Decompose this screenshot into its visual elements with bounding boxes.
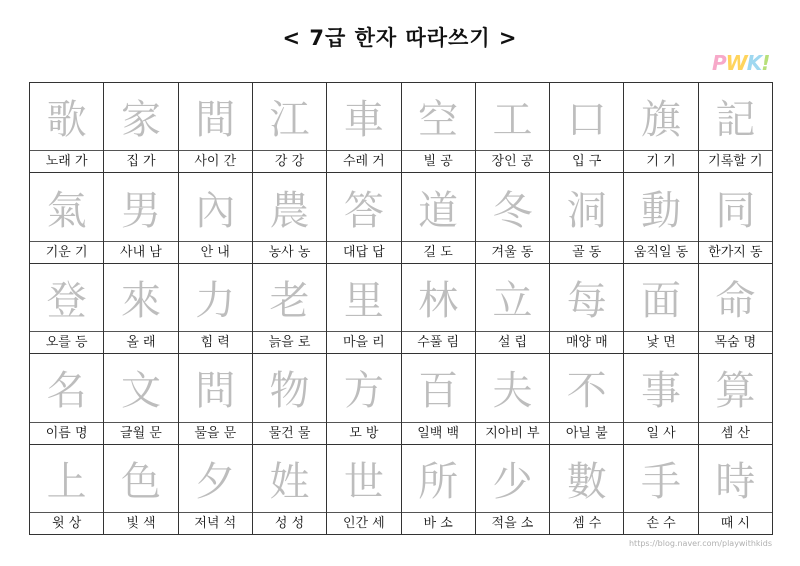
hanja-reading: 지아비 부 bbox=[476, 422, 549, 444]
hanja-cell bbox=[30, 83, 104, 173]
hanja-cell bbox=[476, 264, 550, 354]
hanja-character: 名 bbox=[46, 368, 87, 415]
hanja-cell bbox=[624, 264, 698, 354]
hanja-cell bbox=[104, 83, 178, 173]
hanja-reading: 한가지 동 bbox=[699, 241, 772, 263]
hanja-reading: 일백 백 bbox=[402, 422, 475, 444]
hanja-character: 方 bbox=[343, 368, 384, 415]
hanja-reading: 낯 면 bbox=[624, 331, 697, 353]
hanja-character: 記 bbox=[715, 97, 756, 144]
hanja-cell bbox=[104, 354, 178, 444]
hanja-cell bbox=[327, 83, 401, 173]
hanja-character: 氣 bbox=[46, 187, 87, 234]
hanja-reading: 움직일 동 bbox=[624, 241, 697, 263]
footer-url: https://blog.naver.com/playwithkids bbox=[628, 539, 772, 548]
hanja-character: 每 bbox=[566, 277, 607, 324]
hanja-cell bbox=[253, 83, 327, 173]
hanja-character: 來 bbox=[120, 277, 161, 324]
hanja-cell bbox=[550, 173, 624, 263]
hanja-character: 登 bbox=[46, 277, 87, 324]
hanja-cell bbox=[179, 173, 253, 263]
hanja-cell bbox=[402, 354, 476, 444]
hanja-character: 立 bbox=[492, 277, 533, 324]
hanja-reading: 이름 명 bbox=[30, 422, 103, 444]
hanja-reading: 오를 등 bbox=[30, 331, 103, 353]
hanja-cell bbox=[624, 445, 698, 535]
hanja-character: 夫 bbox=[492, 368, 533, 415]
hanja-character: 命 bbox=[715, 277, 756, 324]
hanja-reading: 일 사 bbox=[624, 422, 697, 444]
logo-letter: W bbox=[725, 51, 747, 75]
hanja-cell bbox=[699, 173, 773, 263]
hanja-character: 車 bbox=[343, 97, 384, 144]
hanja-cell bbox=[104, 173, 178, 263]
hanja-character: 冬 bbox=[492, 187, 533, 234]
hanja-reading: 설 립 bbox=[476, 331, 549, 353]
hanja-cell bbox=[30, 354, 104, 444]
hanja-reading: 길 도 bbox=[402, 241, 475, 263]
hanja-reading: 셈 수 bbox=[550, 512, 623, 534]
hanja-cell bbox=[30, 173, 104, 263]
hanja-character: 林 bbox=[418, 277, 459, 324]
hanja-character: 歌 bbox=[46, 97, 87, 144]
hanja-cell bbox=[253, 354, 327, 444]
hanja-reading: 수레 거 bbox=[327, 150, 400, 172]
hanja-character: 世 bbox=[343, 458, 384, 505]
hanja-character: 內 bbox=[195, 187, 236, 234]
hanja-reading: 모 방 bbox=[327, 422, 400, 444]
hanja-reading: 아닐 불 bbox=[550, 422, 623, 444]
hanja-cell bbox=[699, 83, 773, 173]
hanja-character: 夕 bbox=[195, 458, 236, 505]
logo bbox=[712, 50, 774, 76]
hanja-cell bbox=[253, 264, 327, 354]
page-title: < 7급 한자 따라쓰기 > bbox=[282, 26, 518, 50]
hanja-cell bbox=[550, 445, 624, 535]
hanja-cell bbox=[253, 173, 327, 263]
hanja-reading: 바 소 bbox=[402, 512, 475, 534]
hanja-character: 洞 bbox=[566, 187, 607, 234]
hanja-cell bbox=[402, 173, 476, 263]
hanja-reading: 농사 농 bbox=[253, 241, 326, 263]
hanja-reading: 기운 기 bbox=[30, 241, 103, 263]
hanja-reading: 힘 력 bbox=[179, 331, 252, 353]
hanja-character: 間 bbox=[195, 97, 236, 144]
hanja-cell bbox=[179, 264, 253, 354]
hanja-character: 老 bbox=[269, 277, 310, 324]
hanja-character: 口 bbox=[566, 97, 607, 144]
hanja-cell bbox=[550, 354, 624, 444]
hanja-cell bbox=[550, 264, 624, 354]
hanja-character: 算 bbox=[715, 368, 756, 415]
hanja-cell bbox=[476, 83, 550, 173]
hanja-character: 百 bbox=[418, 368, 459, 415]
hanja-character: 物 bbox=[269, 368, 310, 415]
hanja-character: 答 bbox=[343, 187, 384, 234]
hanja-reading: 윗 상 bbox=[30, 512, 103, 534]
hanja-reading: 강 강 bbox=[253, 150, 326, 172]
logo-letter: P bbox=[712, 51, 726, 75]
hanja-cell bbox=[550, 83, 624, 173]
hanja-cell bbox=[327, 445, 401, 535]
hanja-cell bbox=[476, 445, 550, 535]
hanja-cell bbox=[179, 83, 253, 173]
hanja-cell bbox=[30, 445, 104, 535]
hanja-reading: 늙을 로 bbox=[253, 331, 326, 353]
hanja-cell bbox=[699, 354, 773, 444]
hanja-cell bbox=[624, 83, 698, 173]
hanja-cell bbox=[104, 264, 178, 354]
hanja-reading: 물건 물 bbox=[253, 422, 326, 444]
hanja-character: 文 bbox=[120, 368, 161, 415]
hanja-character: 不 bbox=[566, 368, 607, 415]
hanja-reading: 입 구 bbox=[550, 150, 623, 172]
hanja-character: 空 bbox=[418, 97, 459, 144]
logo-letter: ! bbox=[761, 51, 770, 75]
hanja-character: 道 bbox=[418, 187, 459, 234]
hanja-reading: 겨울 동 bbox=[476, 241, 549, 263]
hanja-cell bbox=[476, 173, 550, 263]
hanja-character: 工 bbox=[492, 97, 533, 144]
hanja-cell bbox=[699, 445, 773, 535]
hanja-cell bbox=[402, 83, 476, 173]
hanja-cell bbox=[402, 264, 476, 354]
hanja-character: 姓 bbox=[269, 458, 310, 505]
hanja-reading: 집 가 bbox=[104, 150, 177, 172]
hanja-character: 男 bbox=[120, 187, 161, 234]
hanja-reading: 수풀 림 bbox=[402, 331, 475, 353]
hanja-reading: 셈 산 bbox=[699, 422, 772, 444]
hanja-character: 農 bbox=[269, 187, 310, 234]
hanja-character: 力 bbox=[195, 277, 236, 324]
hanja-character: 同 bbox=[715, 187, 756, 234]
hanja-reading: 노래 가 bbox=[30, 150, 103, 172]
hanja-reading: 빛 색 bbox=[104, 512, 177, 534]
hanja-reading: 사이 간 bbox=[179, 150, 252, 172]
logo-letter: K bbox=[746, 51, 762, 75]
hanja-reading: 빌 공 bbox=[402, 150, 475, 172]
hanja-cell bbox=[402, 445, 476, 535]
hanja-grid bbox=[29, 82, 773, 535]
hanja-character: 事 bbox=[641, 368, 682, 415]
hanja-cell bbox=[327, 264, 401, 354]
hanja-character: 動 bbox=[641, 187, 682, 234]
hanja-character: 數 bbox=[566, 458, 607, 505]
hanja-reading: 대답 답 bbox=[327, 241, 400, 263]
hanja-reading: 손 수 bbox=[624, 512, 697, 534]
hanja-character: 家 bbox=[120, 97, 161, 144]
hanja-cell bbox=[327, 173, 401, 263]
hanja-reading: 때 시 bbox=[699, 512, 772, 534]
hanja-cell bbox=[327, 354, 401, 444]
hanja-character: 面 bbox=[641, 277, 682, 324]
hanja-reading: 물을 문 bbox=[179, 422, 252, 444]
hanja-reading: 매양 매 bbox=[550, 331, 623, 353]
hanja-cell bbox=[699, 264, 773, 354]
hanja-cell bbox=[624, 354, 698, 444]
hanja-cell bbox=[476, 354, 550, 444]
hanja-reading: 글월 문 bbox=[104, 422, 177, 444]
hanja-cell bbox=[253, 445, 327, 535]
hanja-reading: 적을 소 bbox=[476, 512, 549, 534]
hanja-reading: 저녁 석 bbox=[179, 512, 252, 534]
hanja-reading: 기 기 bbox=[624, 150, 697, 172]
hanja-character: 上 bbox=[46, 458, 87, 505]
hanja-reading: 인간 세 bbox=[327, 512, 400, 534]
hanja-character: 旗 bbox=[641, 97, 682, 144]
hanja-reading: 골 동 bbox=[550, 241, 623, 263]
hanja-character: 少 bbox=[492, 458, 533, 505]
hanja-cell bbox=[179, 445, 253, 535]
hanja-reading: 올 래 bbox=[104, 331, 177, 353]
hanja-reading: 목숨 명 bbox=[699, 331, 772, 353]
hanja-reading: 사내 남 bbox=[104, 241, 177, 263]
hanja-character: 江 bbox=[269, 97, 310, 144]
hanja-character: 所 bbox=[418, 458, 459, 505]
hanja-cell bbox=[104, 445, 178, 535]
hanja-reading: 장인 공 bbox=[476, 150, 549, 172]
hanja-character: 手 bbox=[641, 458, 682, 505]
hanja-reading: 마을 리 bbox=[327, 331, 400, 353]
hanja-cell bbox=[30, 264, 104, 354]
hanja-cell bbox=[179, 354, 253, 444]
hanja-character: 色 bbox=[120, 458, 161, 505]
hanja-cell bbox=[624, 173, 698, 263]
hanja-character: 問 bbox=[195, 368, 236, 415]
hanja-reading: 기록할 기 bbox=[699, 150, 772, 172]
hanja-character: 時 bbox=[715, 458, 756, 505]
hanja-reading: 성 성 bbox=[253, 512, 326, 534]
hanja-reading: 안 내 bbox=[179, 241, 252, 263]
hanja-character: 里 bbox=[343, 277, 384, 324]
